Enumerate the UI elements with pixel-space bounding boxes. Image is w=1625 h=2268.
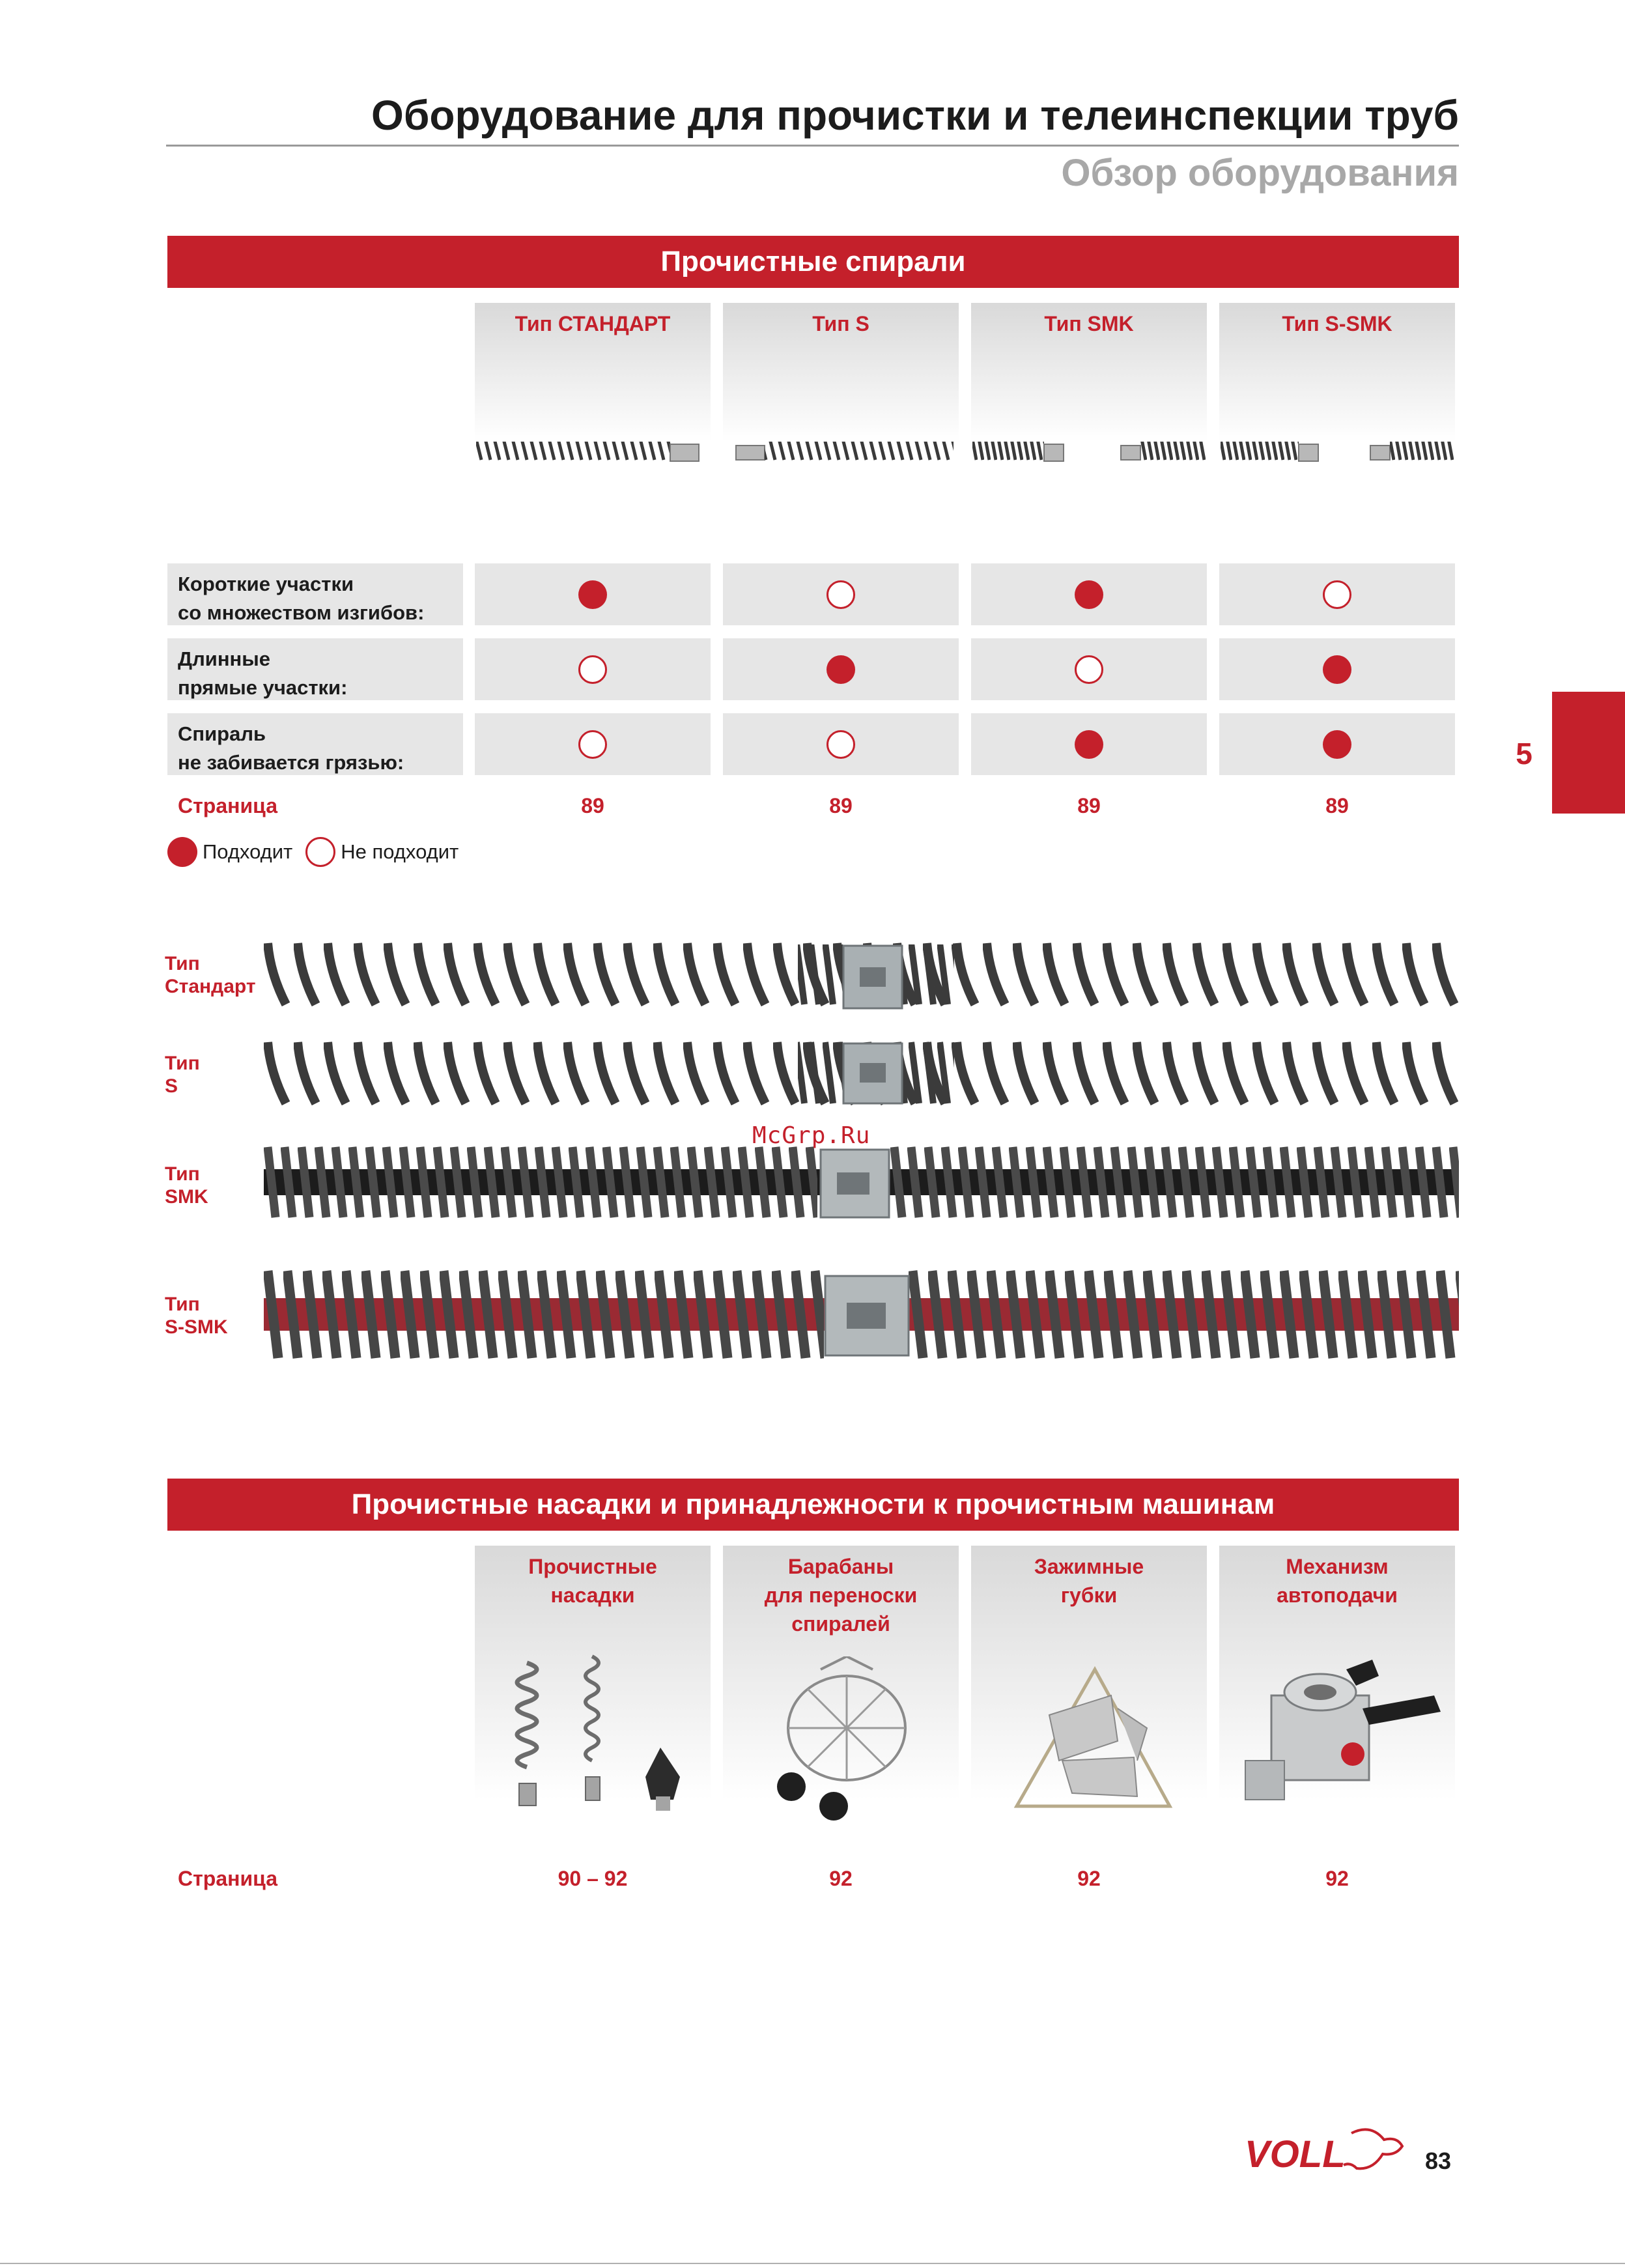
- spiral-type-label: Тип SMK: [165, 1163, 208, 1208]
- matrix-cell: [1219, 638, 1455, 700]
- empty-dot-icon: [578, 655, 607, 684]
- page-ref: 89: [581, 794, 604, 817]
- page-ref: 92: [1325, 1867, 1349, 1890]
- spiral-image-standard: [264, 938, 1459, 1016]
- row-label-line: Спираль: [178, 722, 266, 745]
- section-title-accessories: Прочистные насадки и принадлежности к прочистным машинам: [351, 1488, 1275, 1520]
- matrix-cell: [1219, 713, 1455, 775]
- bull-logo-icon: [1241, 2120, 1410, 2179]
- spiral-image-smk: [264, 1143, 1459, 1225]
- row-label-line: не забивается грязью:: [178, 751, 404, 774]
- filled-dot-icon: [578, 580, 607, 609]
- row-label-line: Длинные: [178, 647, 270, 670]
- matrix-cell: [971, 563, 1207, 625]
- page-ref: 89: [1325, 794, 1349, 817]
- autofeed-image: [1232, 1656, 1454, 1819]
- row-label-line: Короткие участки: [178, 573, 354, 595]
- legend-not-fits: Не подходит: [341, 840, 459, 863]
- nozzles-image: [494, 1650, 696, 1819]
- empty-dot-icon: [305, 837, 335, 867]
- matrix-cell: [971, 638, 1207, 700]
- matrix-cell: [475, 713, 711, 775]
- spiral-thumbnail-s-smk: [1219, 436, 1455, 469]
- filled-dot-icon: [1075, 730, 1103, 759]
- page-subtitle: Обзор оборудования: [1061, 152, 1459, 194]
- title-divider: [166, 145, 1459, 147]
- empty-dot-icon: [827, 580, 855, 609]
- column-header-nozzles: [475, 1546, 711, 1845]
- matrix-cell: [971, 713, 1207, 775]
- logo-text: VOLL: [1245, 2133, 1346, 2176]
- matrix-cell: [475, 563, 711, 625]
- matrix-cell: [1219, 563, 1455, 625]
- column-label: для переноски: [764, 1583, 918, 1607]
- filled-dot-icon: [1323, 730, 1351, 759]
- spiral-type-label: Тип S-SMK: [165, 1294, 228, 1338]
- row-label-line: со множеством изгибов:: [178, 601, 425, 624]
- section-bar-accessories: [167, 1479, 1459, 1531]
- column-label: спиралей: [791, 1612, 890, 1636]
- filled-dot-icon: [1075, 580, 1103, 609]
- watermark: McGrp.Ru: [752, 1122, 871, 1149]
- row-label-line: прямые участки:: [178, 676, 348, 699]
- row-label-no-clog: [167, 713, 463, 775]
- page-title: Оборудование для прочистки и телеинспекции труб: [371, 92, 1459, 139]
- empty-dot-icon: [1075, 655, 1103, 684]
- column-label: Тип SMK: [1044, 312, 1134, 335]
- row-label-long-straight: [167, 638, 463, 700]
- column-header-autofeed: [1219, 1546, 1455, 1845]
- filled-dot-icon: [827, 655, 855, 684]
- page-label-accessories: Страница: [178, 1867, 277, 1890]
- clamp-jaws-image: [1004, 1663, 1180, 1819]
- empty-dot-icon: [1323, 580, 1351, 609]
- column-header-clamps: [971, 1546, 1207, 1845]
- filled-dot-icon: [167, 837, 197, 867]
- section-bar-spirals: [167, 236, 1459, 288]
- drum-image: [762, 1656, 925, 1826]
- page-ref: 89: [829, 794, 853, 817]
- spiral-thumbnail-standard: [475, 436, 711, 469]
- page-ref: 92: [829, 1867, 853, 1890]
- matrix-cell: [723, 713, 959, 775]
- matrix-cell: [723, 638, 959, 700]
- voll-logo: [1241, 2120, 1410, 2179]
- column-label: Прочистные: [528, 1555, 657, 1578]
- column-label: губки: [1060, 1583, 1118, 1607]
- empty-dot-icon: [827, 730, 855, 759]
- page-ref: 92: [1077, 1867, 1101, 1890]
- column-label: Барабаны: [787, 1555, 894, 1578]
- column-label: Зажимные: [1034, 1555, 1144, 1578]
- row-label-short-bends: [167, 563, 463, 625]
- column-header-drums: [723, 1546, 959, 1845]
- column-label: Механизм: [1286, 1555, 1389, 1578]
- spiral-type-label: Тип Стандарт: [165, 953, 256, 997]
- column-label: Тип СТАНДАРТ: [515, 312, 671, 335]
- matrix-cell: [723, 563, 959, 625]
- spiral-image-s: [264, 1037, 1459, 1110]
- filled-dot-icon: [1323, 655, 1351, 684]
- page-number: 83: [1425, 2148, 1452, 2174]
- chapter-number: 5: [1516, 737, 1533, 771]
- footer-divider: [0, 2263, 1625, 2264]
- chapter-side-tab: [1552, 692, 1625, 814]
- page-ref: 90 – 92: [558, 1867, 628, 1890]
- page-ref: 89: [1077, 794, 1101, 817]
- page-label-spirals: Страница: [178, 794, 277, 817]
- section-title-spirals: Прочистные спирали: [660, 246, 966, 277]
- column-label: Тип S-SMK: [1282, 312, 1392, 335]
- legend: [167, 837, 459, 867]
- column-label: Тип S: [812, 312, 869, 335]
- spiral-thumbnail-s: [723, 436, 959, 469]
- empty-dot-icon: [578, 730, 607, 759]
- legend-fits: Подходит: [203, 840, 293, 863]
- column-label: насадки: [550, 1583, 635, 1607]
- spiral-thumbnail-smk: [971, 436, 1207, 469]
- spiral-type-label: Тип S: [165, 1053, 200, 1097]
- spiral-image-s-smk: [264, 1267, 1459, 1365]
- column-label: автоподачи: [1277, 1583, 1398, 1607]
- matrix-cell: [475, 638, 711, 700]
